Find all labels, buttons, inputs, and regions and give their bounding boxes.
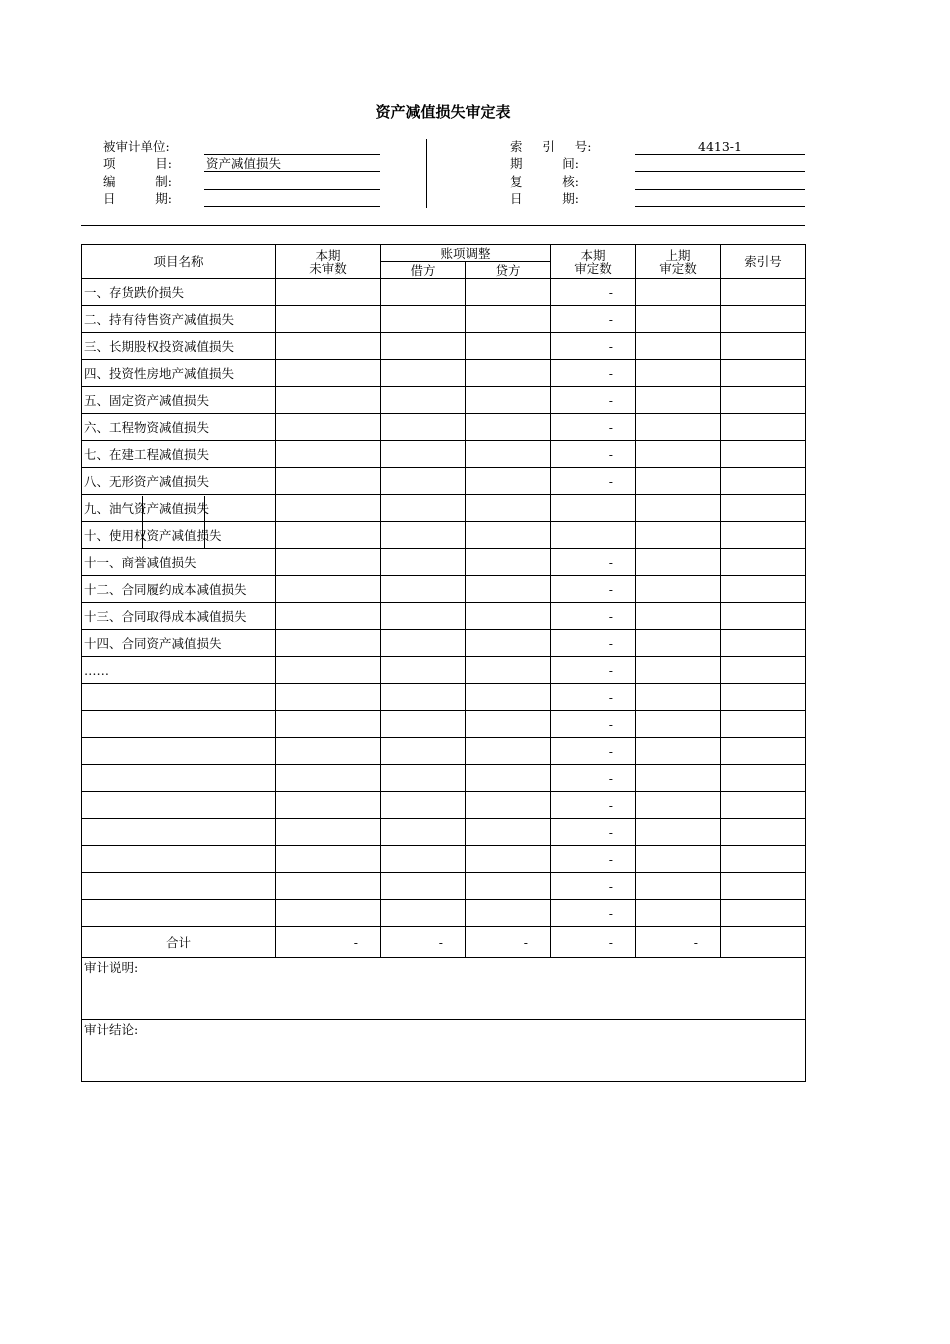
- row-unaudited-cell[interactable]: [276, 657, 381, 684]
- row-credit-cell[interactable]: [466, 522, 551, 549]
- row-audited-cell[interactable]: -: [551, 630, 636, 657]
- header-rule: [81, 225, 805, 226]
- table-row: [82, 792, 806, 819]
- row-item-name: [82, 684, 276, 711]
- table-row: [82, 873, 806, 900]
- table-row: [82, 549, 806, 576]
- row-item-name: 二、持有待售资产减值损失: [82, 306, 276, 333]
- row-index-cell[interactable]: [721, 657, 806, 684]
- table-row: [82, 387, 806, 414]
- period-field[interactable]: [635, 155, 805, 172]
- col-header-adjustment: 账项调整: [381, 245, 551, 262]
- row-item-name: 一、存货跌价损失: [82, 279, 276, 306]
- row-prior-cell[interactable]: [636, 441, 721, 468]
- row-unaudited-cell[interactable]: [276, 873, 381, 900]
- row-credit-cell[interactable]: [466, 360, 551, 387]
- row-unaudited-cell[interactable]: [276, 414, 381, 441]
- row-item-name: [82, 900, 276, 927]
- project-label: 项 目:: [103, 156, 172, 171]
- row-debit-cell[interactable]: [381, 792, 466, 819]
- row-audited-cell[interactable]: -: [551, 900, 636, 927]
- row-debit-cell[interactable]: [381, 495, 466, 522]
- row-index-cell[interactable]: [721, 306, 806, 333]
- row-prior-cell[interactable]: [636, 900, 721, 927]
- row-debit-cell[interactable]: [381, 414, 466, 441]
- row-audited-cell[interactable]: -: [551, 684, 636, 711]
- row-index-cell[interactable]: [721, 279, 806, 306]
- row-credit-cell[interactable]: [466, 684, 551, 711]
- row-item-name: 七、在建工程减值损失: [82, 441, 276, 468]
- row-unaudited-cell[interactable]: [276, 306, 381, 333]
- row-prior-cell[interactable]: [636, 522, 721, 549]
- row-prior-cell[interactable]: [636, 468, 721, 495]
- table-row: [82, 333, 806, 360]
- table-row: [82, 306, 806, 333]
- table-row: [82, 495, 806, 522]
- col-header-audited: 本期 审定数: [551, 245, 636, 279]
- row-item-name: [82, 711, 276, 738]
- review-field[interactable]: [635, 173, 805, 190]
- row-index-cell[interactable]: [721, 846, 806, 873]
- table-row: [82, 738, 806, 765]
- col-header-prior: 上期 审定数: [636, 245, 721, 279]
- audit-table: [81, 244, 806, 1082]
- row-audited-cell[interactable]: -: [551, 576, 636, 603]
- row-item-name: [82, 738, 276, 765]
- row-index-cell[interactable]: [721, 414, 806, 441]
- table-row: [82, 279, 806, 306]
- row-item-name: 五、固定资产减值损失: [82, 387, 276, 414]
- row-index-cell[interactable]: [721, 630, 806, 657]
- row-debit-cell[interactable]: [381, 333, 466, 360]
- row-index-cell[interactable]: [721, 711, 806, 738]
- row-item-name: [82, 765, 276, 792]
- row-prior-cell[interactable]: [636, 738, 721, 765]
- row-audited-cell[interactable]: -: [551, 441, 636, 468]
- row-item-name: 十二、合同履约成本减值损失: [82, 576, 276, 603]
- row-credit-cell[interactable]: [466, 279, 551, 306]
- row-audited-cell[interactable]: -: [551, 603, 636, 630]
- row-audited-cell[interactable]: -: [551, 468, 636, 495]
- row-unaudited-cell[interactable]: [276, 468, 381, 495]
- review-label: 复 核:: [510, 174, 579, 189]
- row-item-name: [82, 873, 276, 900]
- row-credit-cell[interactable]: [466, 630, 551, 657]
- row-index-cell[interactable]: [721, 873, 806, 900]
- row-index-cell[interactable]: [721, 603, 806, 630]
- row-prior-cell[interactable]: [636, 792, 721, 819]
- row-index-cell[interactable]: [721, 900, 806, 927]
- row-item-name: 十四、合同资产减值损失: [82, 630, 276, 657]
- date-field[interactable]: [204, 190, 380, 207]
- col-header-unaudited: 本期 未审数: [276, 245, 381, 279]
- total-label: 合计: [82, 927, 276, 958]
- row-prior-cell[interactable]: [636, 279, 721, 306]
- row-item-name: 十、使用权资产减值损失: [82, 522, 276, 549]
- row-debit-cell[interactable]: [381, 387, 466, 414]
- row-unaudited-cell[interactable]: [276, 549, 381, 576]
- table-row: [82, 630, 806, 657]
- row-debit-cell[interactable]: [381, 279, 466, 306]
- stray-line: [142, 496, 143, 549]
- row-credit-cell[interactable]: [466, 387, 551, 414]
- date2-field[interactable]: [635, 190, 805, 207]
- row-audited-cell[interactable]: [551, 495, 636, 522]
- total-debit: -: [381, 927, 466, 958]
- row-unaudited-cell[interactable]: [276, 846, 381, 873]
- row-unaudited-cell[interactable]: [276, 522, 381, 549]
- row-prior-cell[interactable]: [636, 333, 721, 360]
- row-unaudited-cell[interactable]: [276, 279, 381, 306]
- row-prior-cell[interactable]: [636, 306, 721, 333]
- index-label: 索 引 号:: [510, 139, 592, 154]
- row-unaudited-cell[interactable]: [276, 360, 381, 387]
- row-unaudited-cell[interactable]: [276, 387, 381, 414]
- row-debit-cell[interactable]: [381, 765, 466, 792]
- total-prior: -: [636, 927, 721, 958]
- total-index: [721, 927, 806, 958]
- row-audited-cell[interactable]: -: [551, 360, 636, 387]
- row-debit-cell[interactable]: [381, 549, 466, 576]
- row-unaudited-cell[interactable]: [276, 630, 381, 657]
- row-debit-cell[interactable]: [381, 603, 466, 630]
- row-prior-cell[interactable]: [636, 630, 721, 657]
- row-unaudited-cell[interactable]: [276, 765, 381, 792]
- table-row: [82, 765, 806, 792]
- row-prior-cell[interactable]: [636, 576, 721, 603]
- audited-unit-label: 被审计单位:: [103, 139, 170, 154]
- row-item-name: 八、无形资产减值损失: [82, 468, 276, 495]
- table-row: [82, 468, 806, 495]
- row-audited-cell[interactable]: -: [551, 279, 636, 306]
- row-audited-cell[interactable]: -: [551, 414, 636, 441]
- row-index-cell[interactable]: [721, 576, 806, 603]
- row-debit-cell[interactable]: [381, 468, 466, 495]
- row-audited-cell[interactable]: -: [551, 333, 636, 360]
- row-debit-cell[interactable]: [381, 738, 466, 765]
- row-unaudited-cell[interactable]: [276, 711, 381, 738]
- row-credit-cell[interactable]: [466, 738, 551, 765]
- period-label: 期 间:: [510, 156, 579, 171]
- row-debit-cell[interactable]: [381, 522, 466, 549]
- row-debit-cell[interactable]: [381, 846, 466, 873]
- row-audited-cell[interactable]: -: [551, 819, 636, 846]
- row-credit-cell[interactable]: [466, 333, 551, 360]
- row-unaudited-cell[interactable]: [276, 819, 381, 846]
- table-row: [82, 414, 806, 441]
- row-audited-cell[interactable]: -: [551, 306, 636, 333]
- date-label: 日 期:: [103, 191, 172, 206]
- row-unaudited-cell[interactable]: [276, 738, 381, 765]
- stray-line: [204, 496, 205, 549]
- row-unaudited-cell[interactable]: [276, 576, 381, 603]
- col-header-debit: 借方: [381, 262, 466, 279]
- row-audited-cell[interactable]: -: [551, 765, 636, 792]
- index-field[interactable]: 4413-1: [635, 138, 805, 155]
- row-audited-cell[interactable]: -: [551, 738, 636, 765]
- row-audited-cell[interactable]: -: [551, 792, 636, 819]
- row-credit-cell[interactable]: [466, 792, 551, 819]
- audit-note-section[interactable]: 审计说明:: [82, 958, 806, 1020]
- row-credit-cell[interactable]: [466, 873, 551, 900]
- total-row: [82, 927, 806, 958]
- row-unaudited-cell[interactable]: [276, 900, 381, 927]
- col-header-index: 索引号: [721, 245, 806, 279]
- row-index-cell[interactable]: [721, 360, 806, 387]
- table-row: [82, 360, 806, 387]
- row-credit-cell[interactable]: [466, 414, 551, 441]
- row-index-cell[interactable]: [721, 441, 806, 468]
- row-audited-cell[interactable]: -: [551, 657, 636, 684]
- row-prior-cell[interactable]: [636, 495, 721, 522]
- table-row: [82, 657, 806, 684]
- row-credit-cell[interactable]: [466, 846, 551, 873]
- row-unaudited-cell[interactable]: [276, 684, 381, 711]
- row-index-cell[interactable]: [721, 387, 806, 414]
- row-prior-cell[interactable]: [636, 846, 721, 873]
- row-index-cell[interactable]: [721, 819, 806, 846]
- audited-unit-field[interactable]: [204, 138, 380, 155]
- row-debit-cell[interactable]: [381, 441, 466, 468]
- table-row: [82, 900, 806, 927]
- col-header-item: 项目名称: [82, 245, 276, 279]
- audit-conclusion-section[interactable]: 审计结论:: [82, 1020, 806, 1082]
- row-prior-cell[interactable]: [636, 765, 721, 792]
- row-prior-cell[interactable]: [636, 711, 721, 738]
- row-prior-cell[interactable]: [636, 360, 721, 387]
- row-debit-cell[interactable]: [381, 360, 466, 387]
- prepared-label: 编 制:: [103, 174, 172, 189]
- row-debit-cell[interactable]: [381, 711, 466, 738]
- table-row: [82, 846, 806, 873]
- row-unaudited-cell[interactable]: [276, 792, 381, 819]
- row-index-cell[interactable]: [721, 792, 806, 819]
- row-item-name: [82, 846, 276, 873]
- table-row: [82, 684, 806, 711]
- row-index-cell[interactable]: [721, 684, 806, 711]
- row-credit-cell[interactable]: [466, 495, 551, 522]
- date2-label: 日 期:: [510, 191, 579, 206]
- row-prior-cell[interactable]: [636, 549, 721, 576]
- row-prior-cell[interactable]: [636, 819, 721, 846]
- total-unaudited: -: [276, 927, 381, 958]
- table-row: [82, 441, 806, 468]
- row-prior-cell[interactable]: [636, 387, 721, 414]
- row-item-name: 六、工程物资减值损失: [82, 414, 276, 441]
- row-credit-cell[interactable]: [466, 657, 551, 684]
- row-credit-cell[interactable]: [466, 549, 551, 576]
- prepared-field[interactable]: [204, 173, 380, 190]
- row-debit-cell[interactable]: [381, 819, 466, 846]
- row-credit-cell[interactable]: [466, 306, 551, 333]
- row-prior-cell[interactable]: [636, 603, 721, 630]
- row-debit-cell[interactable]: [381, 873, 466, 900]
- row-credit-cell[interactable]: [466, 576, 551, 603]
- row-unaudited-cell[interactable]: [276, 603, 381, 630]
- table-row: [82, 576, 806, 603]
- row-credit-cell[interactable]: [466, 765, 551, 792]
- row-item-name: ……: [82, 657, 276, 684]
- row-credit-cell[interactable]: [466, 468, 551, 495]
- row-credit-cell[interactable]: [466, 603, 551, 630]
- row-debit-cell[interactable]: [381, 630, 466, 657]
- row-item-name: 十一、商誉减值损失: [82, 549, 276, 576]
- row-audited-cell[interactable]: -: [551, 549, 636, 576]
- row-debit-cell[interactable]: [381, 576, 466, 603]
- row-item-name: 九、油气资产减值损失: [82, 495, 276, 522]
- row-index-cell[interactable]: [721, 495, 806, 522]
- col-header-credit: 贷方: [466, 262, 551, 279]
- row-audited-cell[interactable]: -: [551, 846, 636, 873]
- row-audited-cell[interactable]: -: [551, 387, 636, 414]
- total-audited: -: [551, 927, 636, 958]
- row-prior-cell[interactable]: [636, 873, 721, 900]
- row-debit-cell[interactable]: [381, 900, 466, 927]
- row-index-cell[interactable]: [721, 333, 806, 360]
- row-index-cell[interactable]: [721, 765, 806, 792]
- row-index-cell[interactable]: [721, 468, 806, 495]
- row-debit-cell[interactable]: [381, 684, 466, 711]
- row-debit-cell[interactable]: [381, 306, 466, 333]
- row-unaudited-cell[interactable]: [276, 495, 381, 522]
- row-prior-cell[interactable]: [636, 684, 721, 711]
- total-credit: -: [466, 927, 551, 958]
- row-index-cell[interactable]: [721, 738, 806, 765]
- row-item-name: [82, 819, 276, 846]
- row-audited-cell[interactable]: -: [551, 711, 636, 738]
- row-unaudited-cell[interactable]: [276, 333, 381, 360]
- row-credit-cell[interactable]: [466, 711, 551, 738]
- row-credit-cell[interactable]: [466, 900, 551, 927]
- row-debit-cell[interactable]: [381, 657, 466, 684]
- page-title: 资产减值损失审定表: [375, 103, 511, 121]
- table-row: [82, 603, 806, 630]
- row-credit-cell[interactable]: [466, 441, 551, 468]
- row-audited-cell[interactable]: -: [551, 873, 636, 900]
- header-divider: [426, 139, 427, 208]
- row-item-name: [82, 792, 276, 819]
- project-field[interactable]: 资产减值损失: [204, 155, 380, 172]
- row-index-cell[interactable]: [721, 549, 806, 576]
- row-audited-cell[interactable]: [551, 522, 636, 549]
- row-unaudited-cell[interactable]: [276, 441, 381, 468]
- row-item-name: 三、长期股权投资减值损失: [82, 333, 276, 360]
- table-row: [82, 522, 806, 549]
- row-credit-cell[interactable]: [466, 819, 551, 846]
- row-prior-cell[interactable]: [636, 414, 721, 441]
- row-item-name: 四、投资性房地产减值损失: [82, 360, 276, 387]
- table-row: [82, 819, 806, 846]
- row-prior-cell[interactable]: [636, 657, 721, 684]
- row-index-cell[interactable]: [721, 522, 806, 549]
- row-item-name: 十三、合同取得成本减值损失: [82, 603, 276, 630]
- table-row: [82, 711, 806, 738]
